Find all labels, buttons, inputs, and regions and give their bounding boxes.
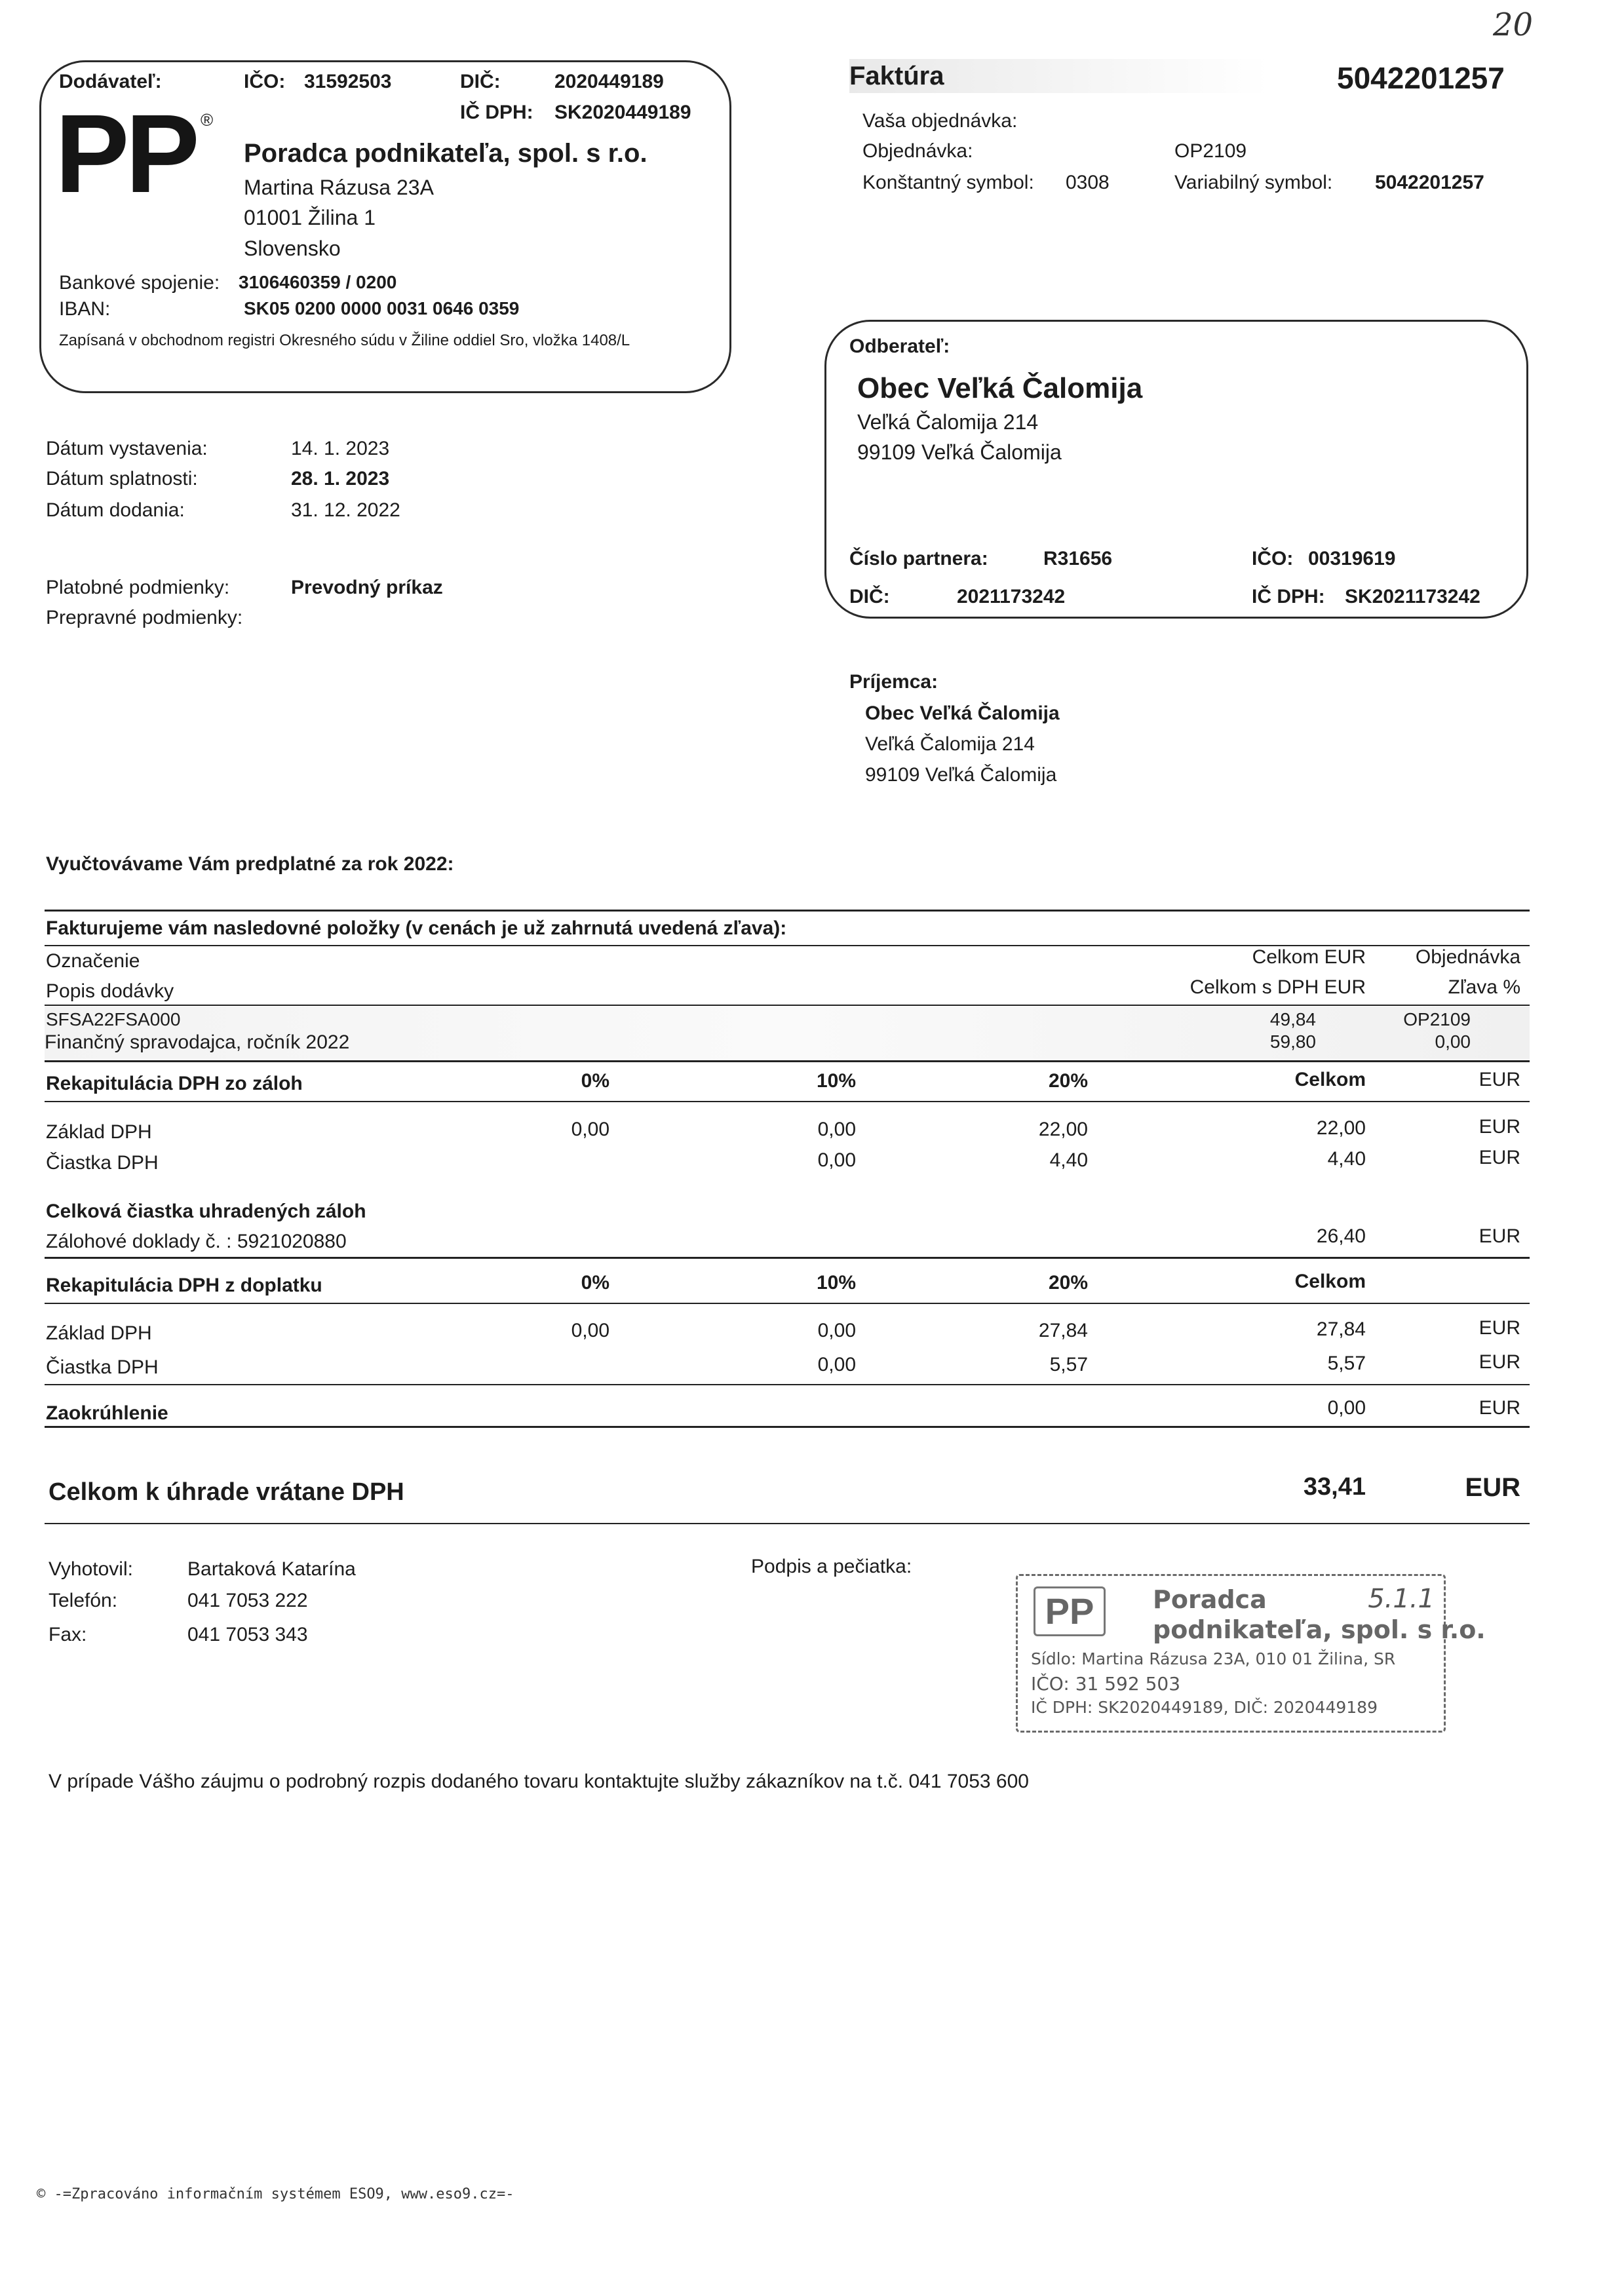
stamp-line1: Poradca (1153, 1585, 1267, 1614)
customer-box (824, 320, 1528, 619)
supplier-name: Poradca podnikateľa, spol. s r.o. (244, 139, 648, 168)
stamp-line5: IČ DPH: SK2020449189, DIČ: 2020449189 (1031, 1698, 1378, 1717)
col-order-header: Objednávka (1415, 946, 1520, 968)
supplier-iban-label: IBAN: (59, 298, 111, 320)
issuer-by: Bartaková Katarína (187, 1558, 356, 1580)
customer-ico-label: IČO: (1252, 548, 1294, 569)
advance-docs-label: Zálohové doklady č. : 5921020880 (46, 1231, 347, 1252)
rounding-rule (45, 1426, 1530, 1428)
handwritten-page-number: 20 (1493, 7, 1534, 43)
supplier-dic-label: DIČ: (460, 71, 501, 92)
supplier-ico-label: IČO: (244, 71, 286, 92)
grand-total-value: 33,41 (1303, 1473, 1366, 1501)
items-heading: Fakturujeme vám nasledovné položky (v cenách je už zahrnutá uvedená zľava): (46, 917, 787, 939)
advance-base-0: 0,00 (571, 1119, 609, 1140)
delivery-label: Dátum dodania: (46, 499, 185, 521)
grand-total-rule (45, 1523, 1530, 1524)
advance-base-10: 0,00 (817, 1119, 856, 1140)
due-value: 28. 1. 2023 (291, 468, 390, 490)
col-desc-header: Popis dodávky (46, 980, 174, 1002)
extra-vat-heading: Rekapitulácia DPH z doplatku (46, 1275, 322, 1296)
advance-bottom-rule (45, 1257, 1530, 1259)
supplier-country: Slovensko (244, 237, 341, 260)
extra-header-rule (45, 1303, 1530, 1304)
customer-icdph: SK2021173242 (1345, 586, 1480, 607)
item-total: 49,84 (1269, 1009, 1316, 1029)
items-top-rule (45, 910, 1530, 912)
issued-label: Dátum vystavenia: (46, 438, 208, 459)
customer-dic-label: DIČ: (849, 586, 890, 607)
customer-dic: 2021173242 (957, 586, 1066, 607)
signature-label: Podpis a pečiatka: (751, 1556, 912, 1577)
recipient-name: Obec Veľká Čalomija (865, 702, 1060, 724)
advance-col-10: 10% (816, 1070, 856, 1092)
customer-street: Veľká Čalomija 214 (857, 410, 1039, 434)
extra-col-total: Celkom (1294, 1271, 1366, 1292)
rounding-value: 0,00 (1327, 1397, 1366, 1419)
footer-note: V prípade Vášho záujmu o podrobný rozpis dodaného tovaru kontaktujte služby zákazníkov na t.č. 041 7053 600 (48, 1771, 1029, 1792)
stamp-logo: PP (1034, 1586, 1106, 1636)
advance-amount-currency: EUR (1479, 1147, 1520, 1168)
supplier-icdph: SK2020449189 (554, 102, 691, 123)
extra-col-0: 0% (581, 1272, 609, 1294)
items-bottom-rule (45, 1060, 1530, 1062)
advance-paid-currency: EUR (1479, 1225, 1520, 1247)
advance-vat-heading: Rekapitulácia DPH zo záloh (46, 1073, 303, 1094)
col-total-vat-header: Celkom s DPH EUR (1189, 976, 1366, 998)
col-code-header: Označenie (46, 950, 140, 972)
invoice-title: Faktúra (849, 62, 944, 90)
advance-paid-label: Celková čiastka uhradených záloh (46, 1200, 366, 1222)
supplier-logo-registered-mark: ® (201, 110, 214, 130)
issuer-phone-label: Telefón: (48, 1590, 118, 1611)
issuer-phone: 041 7053 222 (187, 1590, 308, 1611)
transport-label: Prepravné podmienky: (46, 607, 243, 628)
supplier-icdph-label: IČ DPH: (460, 102, 533, 123)
advance-header-rule (45, 1101, 1530, 1102)
supplier-iban: SK05 0200 0000 0031 0646 0359 (244, 298, 520, 318)
advance-amount-label: Čiastka DPH (46, 1152, 159, 1174)
system-note: © -=Zpracováno informačním systémem ESO9, www.eso9.cz=- (37, 2186, 514, 2202)
col-total-header: Celkom EUR (1252, 946, 1366, 968)
var-symbol-label: Variabilný symbol: (1174, 172, 1333, 193)
extra-base-total: 27,84 (1316, 1318, 1366, 1340)
order-value: OP2109 (1174, 140, 1247, 162)
delivery-value: 31. 12. 2022 (291, 499, 400, 521)
advance-col-0: 0% (581, 1070, 609, 1092)
supplier-registry: Zapísaná v obchodnom registri Okresného súdu v Žiline oddiel Sro, vložka 1408/L (59, 332, 630, 349)
item-total-vat: 59,80 (1269, 1031, 1316, 1052)
const-symbol-label: Konštantný symbol: (862, 172, 1034, 193)
billing-intro: Vyučtovávame Vám predplatné za rok 2022: (46, 853, 454, 875)
stamp-line2: podnikateľa, spol. s r.o. (1153, 1615, 1486, 1644)
item-discount: 0,00 (1435, 1031, 1471, 1052)
items-header-rule (45, 1005, 1530, 1006)
payment-value: Prevodný príkaz (291, 577, 443, 598)
your-order-label: Vaša objednávka: (862, 110, 1018, 132)
supplier-label: Dodávateľ: (59, 71, 162, 92)
customer-name: Obec Veľká Čalomija (857, 372, 1143, 404)
grand-total-label: Celkom k úhrade vrátane DPH (48, 1478, 404, 1506)
company-stamp (1016, 1574, 1486, 1733)
extra-amount-total: 5,57 (1327, 1353, 1366, 1374)
table-row (45, 1007, 1530, 1059)
extra-col-20: 20% (1048, 1272, 1088, 1294)
customer-partner: R31656 (1043, 548, 1113, 569)
rounding-currency: EUR (1479, 1397, 1520, 1419)
customer-ico: 00319619 (1308, 548, 1396, 569)
advance-amount-total: 4,40 (1327, 1148, 1366, 1170)
issuer-fax: 041 7053 343 (187, 1624, 308, 1645)
advance-paid-total: 26,40 (1316, 1225, 1366, 1247)
advance-base-total: 22,00 (1316, 1117, 1366, 1139)
advance-base-currency: EUR (1479, 1116, 1520, 1138)
extra-bottom-rule (45, 1384, 1530, 1385)
item-order: OP2109 (1403, 1009, 1471, 1029)
extra-col-10: 10% (816, 1272, 856, 1294)
extra-base-currency: EUR (1479, 1317, 1520, 1339)
rounding-label: Zaokrúhlenie (46, 1402, 168, 1424)
supplier-dic: 2020449189 (554, 71, 664, 92)
item-code: SFSA22FSA000 (46, 1009, 181, 1029)
advance-base-label: Základ DPH (46, 1121, 152, 1143)
supplier-bank: 3106460359 / 0200 (239, 272, 397, 292)
advance-amount-20: 4,40 (1049, 1149, 1088, 1171)
extra-amount-20: 5,57 (1049, 1354, 1088, 1375)
stamp-line4: IČO: 31 592 503 (1031, 1673, 1181, 1695)
stamp-number: 5.1.1 (1368, 1584, 1435, 1614)
issuer-by-label: Vyhotovil: (48, 1558, 133, 1580)
supplier-bank-label: Bankové spojenie: (59, 272, 220, 294)
due-label: Dátum splatnosti: (46, 468, 198, 490)
advance-base-20: 22,00 (1038, 1119, 1088, 1140)
customer-label: Odberateľ: (849, 336, 950, 357)
extra-base-label: Základ DPH (46, 1322, 152, 1344)
issuer-fax-label: Fax: (48, 1624, 87, 1645)
extra-amount-10: 0,00 (817, 1354, 856, 1375)
grand-total-currency: EUR (1465, 1473, 1520, 1502)
supplier-ico: 31592503 (304, 71, 392, 92)
extra-base-0: 0,00 (571, 1320, 609, 1341)
stamp-line3: Sídlo: Martina Rázusa 23A, 010 01 Žilina, SR (1031, 1649, 1396, 1668)
customer-city: 99109 Veľká Čalomija (857, 440, 1062, 464)
extra-base-20: 27,84 (1038, 1320, 1088, 1341)
item-desc: Finančný spravodajca, ročník 2022 (45, 1031, 350, 1053)
recipient-label: Príjemca: (849, 671, 938, 693)
advance-col-currency: EUR (1479, 1069, 1520, 1090)
advance-col-20: 20% (1048, 1070, 1088, 1092)
supplier-street: Martina Rázusa 23A (244, 176, 434, 199)
extra-base-10: 0,00 (817, 1320, 856, 1341)
issued-value: 14. 1. 2023 (291, 438, 390, 459)
col-discount-header: Zľava % (1448, 976, 1520, 998)
advance-amount-10: 0,00 (817, 1149, 856, 1171)
supplier-logo: PP (55, 92, 196, 216)
invoice-number: 5042201257 (1337, 61, 1505, 95)
extra-amount-currency: EUR (1479, 1351, 1520, 1373)
customer-partner-label: Číslo partnera: (849, 548, 988, 569)
supplier-city: 01001 Žilina 1 (244, 206, 376, 229)
recipient-city: 99109 Veľká Čalomija (865, 764, 1057, 786)
order-label: Objednávka: (862, 140, 973, 162)
extra-amount-label: Čiastka DPH (46, 1356, 159, 1378)
customer-icdph-label: IČ DPH: (1252, 586, 1325, 607)
payment-label: Platobné podmienky: (46, 577, 230, 598)
var-symbol-value: 5042201257 (1375, 172, 1484, 193)
const-symbol-value: 0308 (1066, 172, 1110, 193)
recipient-street: Veľká Čalomija 214 (865, 733, 1035, 755)
advance-col-total: Celkom (1294, 1069, 1366, 1090)
